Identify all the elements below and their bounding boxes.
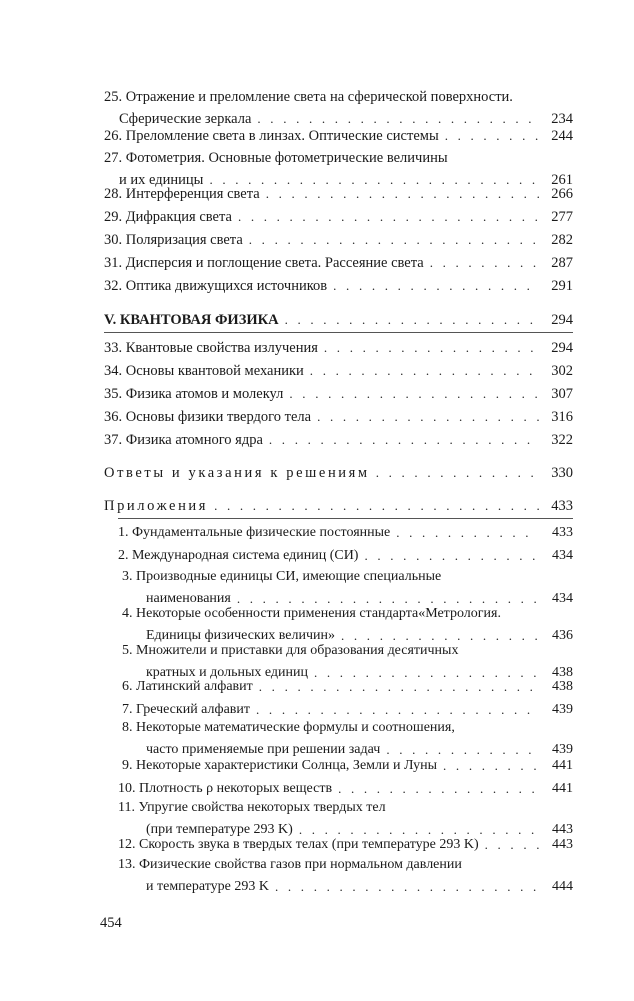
toc-item-title-line2: и их единицы bbox=[119, 172, 204, 188]
toc-item-26[interactable] bbox=[104, 124, 573, 146]
toc-page-number: 294 bbox=[551, 340, 573, 356]
leader-dots bbox=[275, 877, 539, 897]
toc-item-title-line1: 11. Упругие свойства некоторых твердых тел bbox=[118, 800, 386, 815]
toc-page-number: 439 bbox=[552, 742, 573, 757]
toc-item-title: 10. Плотность ρ некоторых веществ bbox=[118, 781, 333, 796]
section-divider bbox=[118, 518, 573, 519]
toc-item-title-line1: 5. Множители и приставки для образования десятичных bbox=[122, 643, 459, 658]
toc-item-30[interactable] bbox=[104, 228, 573, 250]
toc-item-title: 6. Латинский алфавит bbox=[122, 679, 253, 694]
toc-item-title: 29. Дифракция света bbox=[104, 209, 232, 225]
toc-item-title-line1: 25. Отражение и преломление света на сферической поверхности. bbox=[104, 89, 513, 105]
toc-page-number: 294 bbox=[551, 312, 573, 328]
toc-page-number: 316 bbox=[551, 409, 573, 425]
toc-item-title: 7. Греческий алфавит bbox=[122, 702, 251, 717]
toc-page-number: 433 bbox=[552, 525, 573, 540]
toc-item-title-line2: Сферические зеркала bbox=[119, 111, 252, 127]
leader-dots bbox=[259, 677, 539, 697]
section-divider bbox=[104, 332, 573, 333]
leader-dots bbox=[249, 230, 539, 250]
toc-page-number: 234 bbox=[551, 111, 573, 127]
toc-item-title-line2: и температуре 293 K bbox=[146, 879, 269, 894]
toc-item-31[interactable] bbox=[104, 251, 573, 273]
toc-item-title: 36. Основы физики твердого тела bbox=[104, 409, 312, 425]
toc-page-number: 444 bbox=[552, 879, 573, 894]
appendix-item-7[interactable] bbox=[118, 698, 573, 720]
toc-item-title: 33. Квантовые свойства излучения bbox=[104, 340, 318, 356]
toc-page-number: 287 bbox=[551, 255, 573, 271]
toc-page-number: 261 bbox=[551, 172, 573, 188]
toc-item-title: 28. Интерференция света bbox=[104, 186, 260, 202]
toc-item-title-line1: 13. Физические свойства газов при нормальном давлении bbox=[118, 857, 462, 872]
section-title: V. КВАНТОВАЯ ФИЗИКА bbox=[104, 312, 279, 328]
toc-page-number: 330 bbox=[551, 465, 573, 481]
toc-item-32[interactable] bbox=[104, 274, 573, 296]
toc-page-number: 436 bbox=[552, 628, 573, 643]
toc-item-37[interactable] bbox=[104, 428, 573, 450]
toc-page-number: 266 bbox=[551, 186, 573, 202]
toc-page-number: 443 bbox=[552, 822, 573, 837]
leader-dots bbox=[256, 700, 539, 720]
toc-page-number: 438 bbox=[552, 665, 573, 680]
appendix-item-5[interactable] bbox=[118, 641, 573, 680]
leader-dots bbox=[238, 207, 539, 227]
toc-item-title-line2: наименования bbox=[146, 591, 231, 606]
toc-item-title: 34. Основы квантовой механики bbox=[104, 363, 304, 379]
leader-dots bbox=[285, 310, 539, 330]
leader-dots bbox=[266, 184, 539, 204]
toc-page-number: 277 bbox=[551, 209, 573, 225]
toc-page-number: 433 bbox=[551, 498, 573, 514]
appendix-item-6[interactable] bbox=[118, 675, 573, 697]
leader-dots bbox=[376, 463, 539, 483]
leader-dots bbox=[324, 338, 539, 358]
toc-item-title-line2: (при температуре 293 K) bbox=[146, 822, 293, 837]
toc-page-number: 282 bbox=[551, 232, 573, 248]
toc-item-title-line1: 3. Производные единицы СИ, имеющие специальные bbox=[122, 569, 442, 584]
leader-dots bbox=[430, 253, 539, 273]
appendix-item-9[interactable] bbox=[118, 754, 573, 776]
leader-dots bbox=[364, 546, 539, 566]
toc-page-number: 441 bbox=[552, 758, 573, 773]
page-number: 454 bbox=[100, 915, 122, 931]
appendix-item-1[interactable] bbox=[118, 521, 573, 543]
toc-item-title: 12. Скорость звука в твердых телах (при температуре 293 K) bbox=[118, 837, 479, 852]
toc-item-title: 26. Преломление света в линзах. Оптические системы bbox=[104, 128, 439, 144]
appendix-item-3[interactable] bbox=[118, 567, 573, 606]
toc-item-title-line2: кратных и дольных единиц bbox=[146, 665, 308, 680]
toc-item-33[interactable] bbox=[104, 336, 573, 358]
appendix-item-11[interactable] bbox=[118, 798, 573, 837]
section-title: Ответы и указания к решениям bbox=[104, 465, 370, 481]
toc-item-29[interactable] bbox=[104, 205, 573, 227]
toc-item-title: 32. Оптика движущихся источников bbox=[104, 278, 328, 294]
section-title: Приложения bbox=[104, 498, 209, 514]
appendix-item-4[interactable] bbox=[118, 604, 573, 643]
toc-item-title: 31. Дисперсия и поглощение света. Рассеяние света bbox=[104, 255, 424, 271]
toc-section-v[interactable] bbox=[104, 308, 573, 330]
toc-page-number: 443 bbox=[552, 837, 573, 852]
toc-item-title-line1: 4. Некоторые особенности применения стандарта«Метрология. bbox=[122, 606, 501, 621]
toc-item-title: 30. Поляризация света bbox=[104, 232, 243, 248]
leader-dots bbox=[396, 523, 539, 543]
toc-item-title: 37. Физика атомного ядра bbox=[104, 432, 263, 448]
leader-dots bbox=[338, 779, 539, 799]
leader-dots bbox=[445, 126, 539, 146]
toc-page-number: 434 bbox=[552, 548, 573, 563]
leader-dots bbox=[269, 430, 539, 450]
appendix-item-2[interactable] bbox=[118, 544, 573, 566]
toc-page-number: 302 bbox=[551, 363, 573, 379]
toc-item-title: 1. Фундаментальные физические постоянные bbox=[118, 525, 391, 540]
toc-item-27[interactable] bbox=[104, 148, 573, 188]
toc-page-number: 291 bbox=[551, 278, 573, 294]
appendix-item-12[interactable] bbox=[118, 833, 573, 855]
toc-item-title: 35. Физика атомов и молекул bbox=[104, 386, 284, 402]
appendix-item-8[interactable] bbox=[118, 718, 573, 757]
toc-item-34[interactable] bbox=[104, 359, 573, 381]
toc-item-title-line2: Единицы физических величин» bbox=[146, 628, 335, 643]
toc-item-title: 2. Международная система единиц (СИ) bbox=[118, 548, 359, 563]
toc-page-number: 322 bbox=[551, 432, 573, 448]
toc-page-number: 441 bbox=[552, 781, 573, 796]
toc-item-title-line1: 8. Некоторые математические формулы и соотношения, bbox=[122, 720, 455, 735]
leader-dots bbox=[289, 384, 539, 404]
toc-page-number: 434 bbox=[552, 591, 573, 606]
toc-item-25[interactable] bbox=[104, 87, 573, 127]
leader-dots bbox=[443, 756, 539, 776]
leader-dots bbox=[214, 496, 539, 516]
toc-page-number: 439 bbox=[552, 702, 573, 717]
toc-appendix[interactable] bbox=[104, 494, 573, 516]
toc-item-35[interactable] bbox=[104, 382, 573, 404]
toc-answers[interactable] bbox=[104, 461, 573, 483]
toc-item-36[interactable] bbox=[104, 405, 573, 427]
leader-dots bbox=[485, 835, 539, 855]
toc-item-title-line2: часто применяемые при решении задач bbox=[146, 742, 381, 757]
toc-page-number: 244 bbox=[551, 128, 573, 144]
leader-dots bbox=[333, 276, 539, 296]
appendix-item-13[interactable] bbox=[118, 855, 573, 894]
leader-dots bbox=[310, 361, 539, 381]
toc-page-number: 438 bbox=[552, 679, 573, 694]
toc-item-28[interactable] bbox=[104, 182, 573, 204]
toc-page-number: 307 bbox=[551, 386, 573, 402]
appendix-item-10[interactable] bbox=[118, 777, 573, 799]
leader-dots bbox=[317, 407, 539, 427]
toc-item-title-line1: 27. Фотометрия. Основные фотометрические величины bbox=[104, 150, 448, 166]
toc-item-title: 9. Некоторые характеристики Солнца, Земли и Луны bbox=[122, 758, 438, 773]
